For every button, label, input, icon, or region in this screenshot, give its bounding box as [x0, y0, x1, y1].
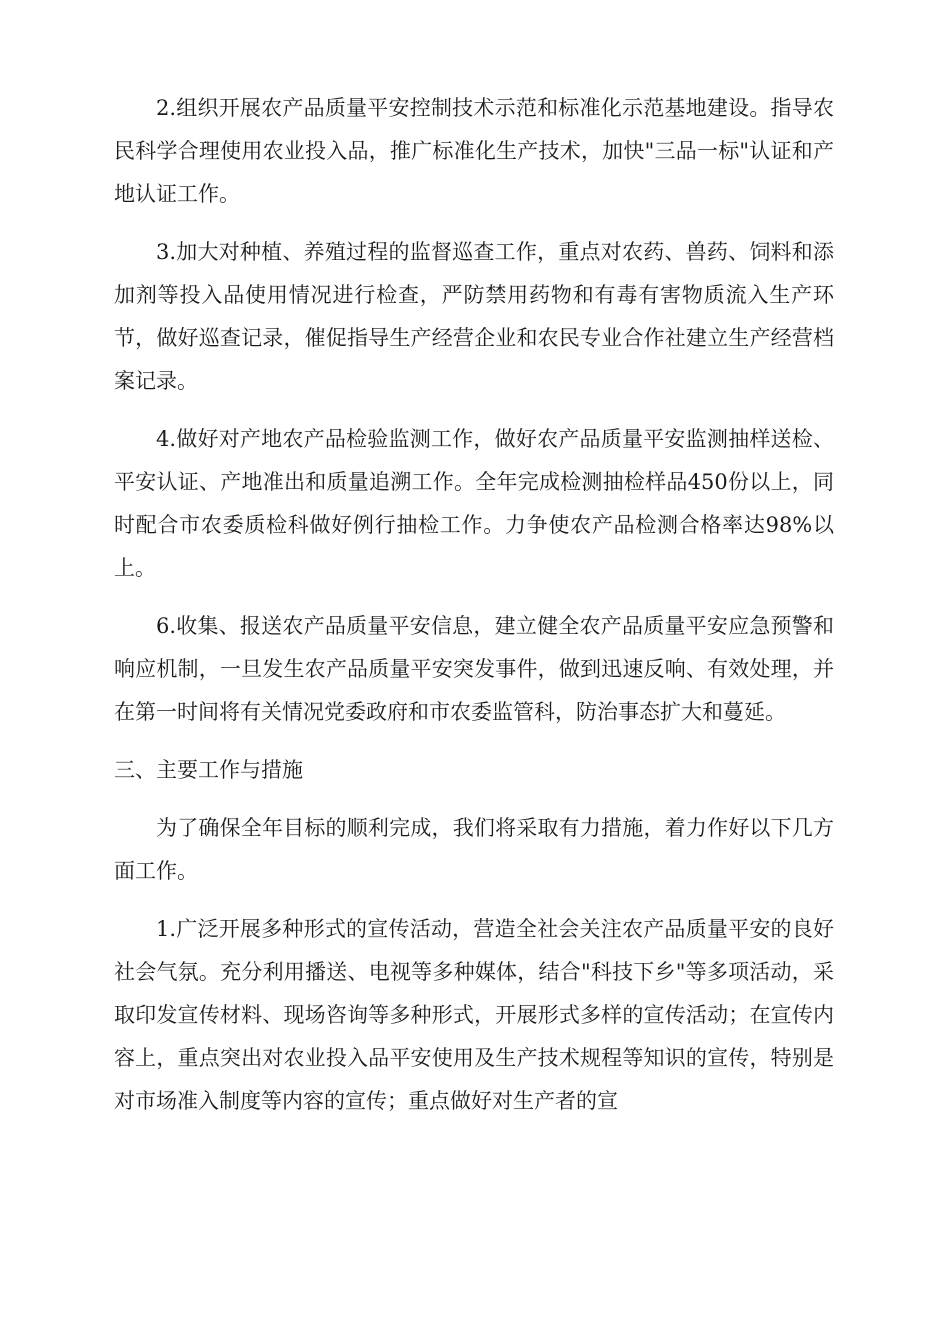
paragraph-item-2: 2.组织开展农产品质量平安控制技术示范和标准化示范基地建设。指导农民科学合理使用农业投入品，推广标准化生产技术，加快"三品一标"认证和产地认证工作。 — [114, 96, 834, 206]
paragraph-item-6: 6.收集、报送农产品质量平安信息，建立健全农产品质量平安应急预警和响应机制，一旦发生农产品质量平安突发事件，做到迅速反响、有效处理，并在第一时间将有关情况党委政府和市农委监管科，防治事态扩大和蔓延。 — [114, 614, 834, 724]
document-body — [114, 87, 834, 1138]
measure-item-1: 1.广泛开展多种形式的宣传活动，营造全社会关注农产品质量平安的良好社会气氛。充分利用播送、电视等多种媒体，结合"科技下乡"等多项活动，采取印发宣传材料、现场咨询等多种形式，开展形式多样的宣传活动；在宣传内容上，重点突出对农业投入品平安使用及生产技术规程等知识的宣传，特别是对市场准入制度等内容的宣传；重点做好对生产者的宣 — [114, 917, 834, 1113]
section-intro: 为了确保全年目标的顺利完成，我们将采取有力措施，着力作好以下几方面工作。 — [114, 816, 834, 883]
paragraph-item-4: 4.做好对产地农产品检验监测工作，做好农产品质量平安监测抽样送检、平安认证、产地准出和质量追溯工作。全年完成检测抽检样品450份以上，同时配合市农委质检科做好例行抽检工作。力争使农产品检测合格率达98%以上。 — [114, 427, 834, 580]
paragraph-item-3: 3.加大对种植、养殖过程的监督巡查工作，重点对农药、兽药、饲料和添加剂等投入品使用情况进行检查，严防禁用药物和有毒有害物质流入生产环节，做好巡查记录，催促指导生产经营企业和农民专业合作社建立生产经营档案记录。 — [114, 240, 834, 393]
section-heading: 三、主要工作与措施 — [114, 758, 303, 782]
